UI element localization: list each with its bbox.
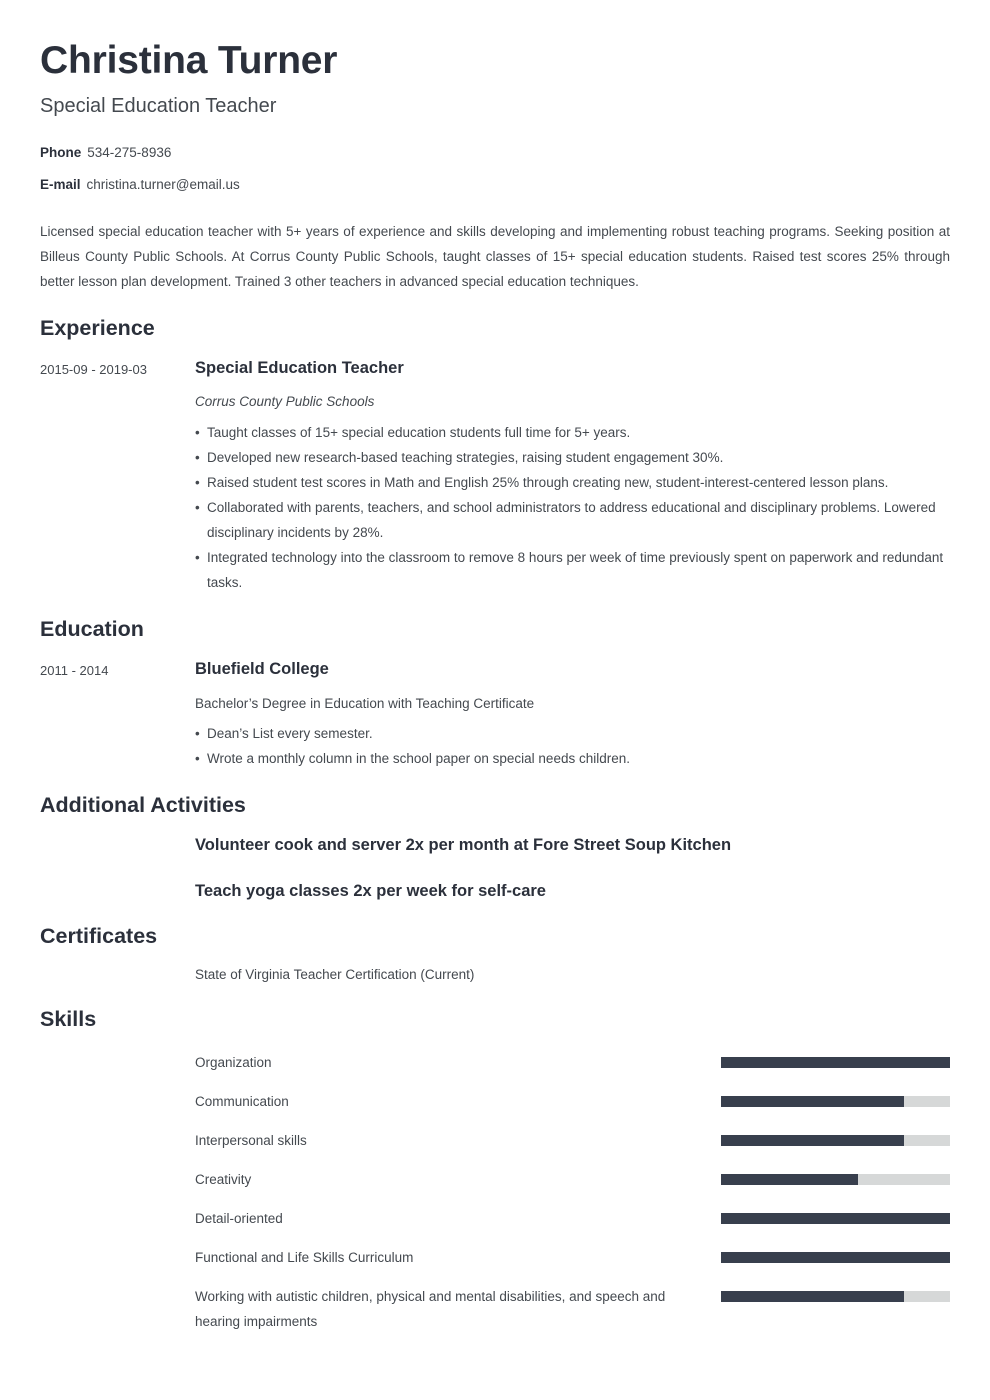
certificate-item: State of Virginia Teacher Certification (Current) [195,967,475,983]
skill-row [195,1128,950,1153]
section-certificates [40,924,950,986]
certificates-entry [40,966,950,985]
skill-level-fill [721,1096,904,1107]
skills-entry [40,1050,950,1348]
education-entry [40,660,950,771]
activity-item: Volunteer cook and server 2x per month at Fore Street Soup Kitchen [195,836,732,855]
certificates-entry-date-spacer [40,966,195,985]
list-item: • Developed new research-based teaching strategies, raising student engagement 30%. [195,445,950,470]
section-title-experience: Experience [40,316,155,341]
section-title-certificates: Certificates [40,923,158,948]
skill-level-bar [721,1291,950,1302]
candidate-name: Christina Turner [40,39,338,82]
skill-level-fill [721,1135,904,1146]
education-entry-date: 2011 - 2014 [40,662,109,678]
skill-level-bar [721,1252,950,1263]
skill-level-bar [721,1213,950,1224]
skills-entry-date-spacer [40,1050,195,1348]
section-education [40,617,950,771]
resume-header [40,40,950,193]
education-bullet-list [195,721,950,771]
section-title-skills: Skills [40,1007,97,1032]
contact-email-row [40,176,950,194]
activities-entry-body [195,836,950,902]
professional-summary: Licensed special education teacher with 5+ years of experience and skills developing and implementing robust teaching programs. Seeking position at Billeus County Public Schools. At Corrus County Public Schools, taught classes of 15+ special education students. Raised test scores 25% through better lesson plan development. Trained 3 other teachers in advanced special education techniques. [40,224,950,290]
phone-value: 534-275-8936 [87,145,172,161]
skill-label: Interpersonal skills [195,1132,307,1148]
skill-row [195,1206,950,1231]
experience-bullet-list [195,420,950,595]
section-experience [40,316,950,595]
activities-entry-date-spacer [40,836,195,902]
activity-item: Teach yoga classes 2x per week for self-care [195,881,546,900]
list-item: • Wrote a monthly column in the school paper on special needs children. [195,746,950,771]
section-title-additional-activities: Additional Activities [40,793,246,818]
skill-level-bar [721,1135,950,1146]
skill-label: Creativity [195,1171,252,1187]
skill-label: Communication [195,1093,289,1109]
skill-row [195,1089,950,1114]
experience-entry-employer: Corrus County Public Schools [195,393,375,409]
education-entry-school: Bluefield College [195,659,329,678]
list-item: • Taught classes of 15+ special education students full time for 5+ years. [195,420,950,445]
skill-label: Detail-oriented [195,1210,283,1226]
skill-label: Organization [195,1054,272,1070]
skills-list [195,1050,950,1348]
skill-row [195,1245,950,1270]
list-item: • Collaborated with parents, teachers, and school administrators to address educational and disciplinary problems. Lowered disciplinary incidents by 28%. [195,495,950,545]
email-value: christina.turner@email.us [86,176,240,192]
list-item: • Dean’s List every semester. [195,721,950,746]
experience-entry-date: 2015-09 - 2019-03 [40,361,147,377]
skill-level-bar [721,1057,950,1068]
education-entry-body [195,660,950,771]
skill-level-fill [721,1213,950,1224]
education-entry-degree: Bachelor’s Degree in Education with Teaching Certificate [195,695,535,711]
skill-level-fill [721,1057,950,1068]
list-item: • Raised student test scores in Math and English 25% through creating new, student-interest-centered lesson plans. [195,470,950,495]
skill-label: Functional and Life Skills Curriculum [195,1249,414,1265]
skill-label: Working with autistic children, physical and mental disabilities, and speech and hearing impairments [195,1288,666,1329]
section-additional-activities [40,793,950,901]
activities-entry [40,836,950,902]
skill-level-fill [721,1291,904,1302]
skill-row [195,1050,950,1075]
experience-entry-body [195,359,950,595]
section-title-education: Education [40,617,144,642]
candidate-job-title: Special Education Teacher [40,95,277,118]
email-label: E-mail [40,176,81,192]
skill-level-fill [721,1252,950,1263]
contact-phone-row [40,144,950,162]
experience-entry [40,359,950,595]
list-item: • Integrated technology into the classroom to remove 8 hours per week of time previously spent on paperwork and redundant tasks. [195,545,950,595]
skill-row [195,1284,950,1334]
skill-level-bar [721,1174,950,1185]
skill-level-bar [721,1096,950,1107]
skill-row [195,1167,950,1192]
section-skills [40,1007,950,1348]
certificates-entry-body [195,966,950,985]
experience-entry-title: Special Education Teacher [195,358,404,377]
phone-label: Phone [40,145,82,161]
skill-level-fill [721,1174,858,1185]
